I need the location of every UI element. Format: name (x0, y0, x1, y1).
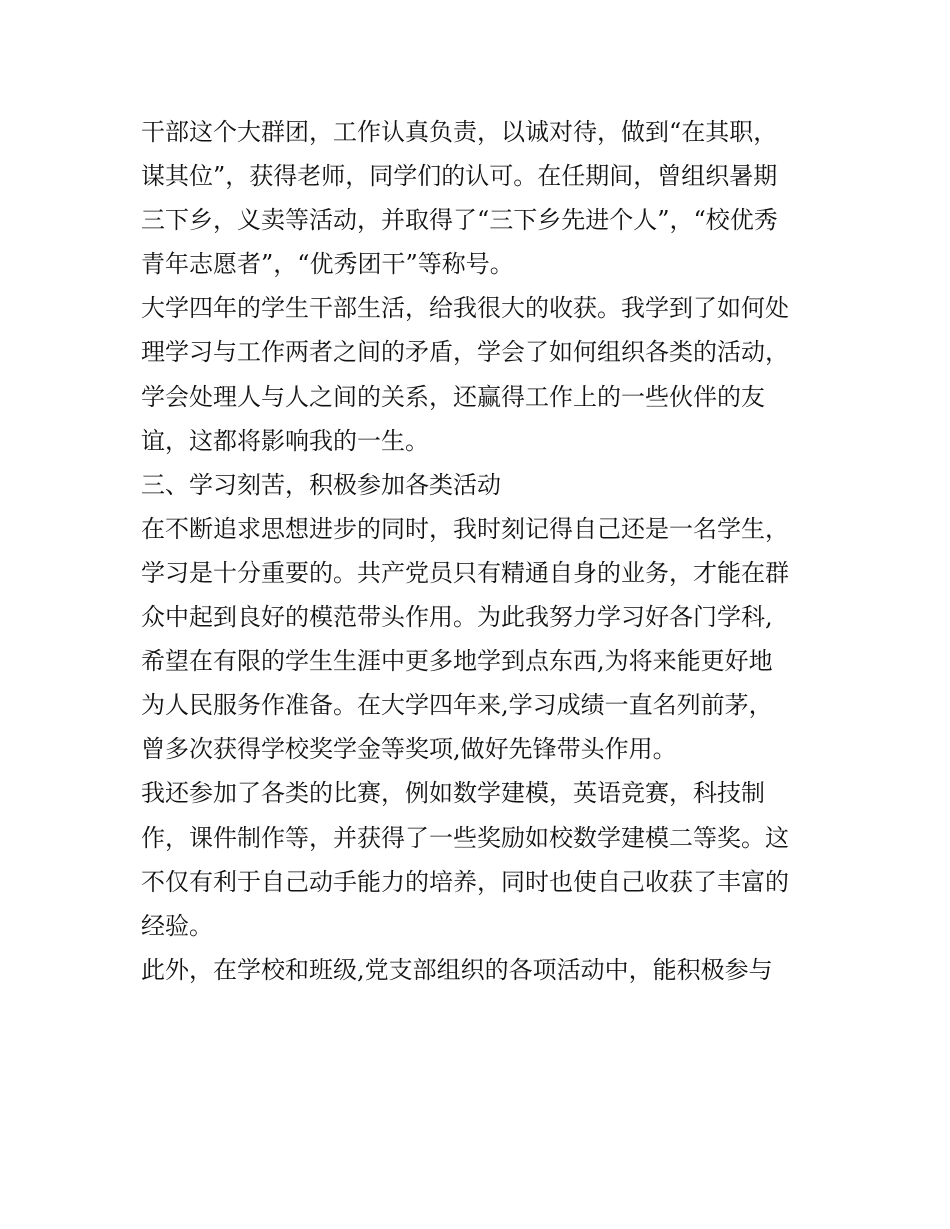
text-line: 作，课件制作等，并获得了一些奖励如校数学建模二等奖。这 (141, 823, 789, 852)
section-heading: 三、学习刻苦，积极参加各类活动 (141, 470, 501, 499)
text-line: 青年志愿者”，“优秀团干”等称号。 (141, 250, 514, 279)
text-line: 三下乡，义卖等活动，并取得了“三下乡先进个人”，“校优秀 (141, 206, 778, 235)
text-line: 为人民服务作准备。在大学四年来,学习成绩一直名列前茅， (141, 691, 773, 720)
text-line: 学习是十分重要的。共产党员只有精通自身的业务，才能在群 (141, 558, 789, 587)
text-line: 经验。 (141, 911, 213, 940)
text-line: 在不断追求思想进步的同时，我时刻记得自己还是一名学生， (141, 514, 789, 543)
text-line: 干部这个大群团，工作认真负责，以诚对待，做到“在其职， (141, 118, 778, 146)
document-body (141, 110, 821, 992)
text-line: 学会处理人与人之间的关系，还赢得工作上的一些伙伴的友 (141, 382, 765, 411)
text-line: 谊，这都将影响我的一生。 (141, 426, 429, 455)
text-line: 我还参加了各类的比赛，例如数学建模，英语竞赛，科技制 (141, 779, 765, 808)
text-line: 希望在有限的学生生涯中更多地学到点东西,为将来能更好地 (141, 647, 773, 676)
text-line: 理学习与工作两者之间的矛盾，学会了如何组织各类的活动， (141, 338, 789, 367)
text-line: 不仅有利于自己动手能力的培养，同时也使自己收获了丰富的 (141, 867, 789, 896)
text-line: 众中起到良好的模范带头作用。为此我努力学习好各门学科, (141, 603, 773, 632)
text-line: 此外，在学校和班级,党支部组织的各项活动中，能积极参与 (141, 955, 773, 984)
text-line: 谋其位”，获得老师，同学们的认可。在任期间，曾组织暑期 (141, 162, 778, 191)
text-line: 曾多次获得学校奖学金等奖项,做好先锋带头作用。 (141, 735, 677, 764)
text-line: 大学四年的学生干部生活，给我很大的收获。我学到了如何处 (141, 294, 789, 323)
